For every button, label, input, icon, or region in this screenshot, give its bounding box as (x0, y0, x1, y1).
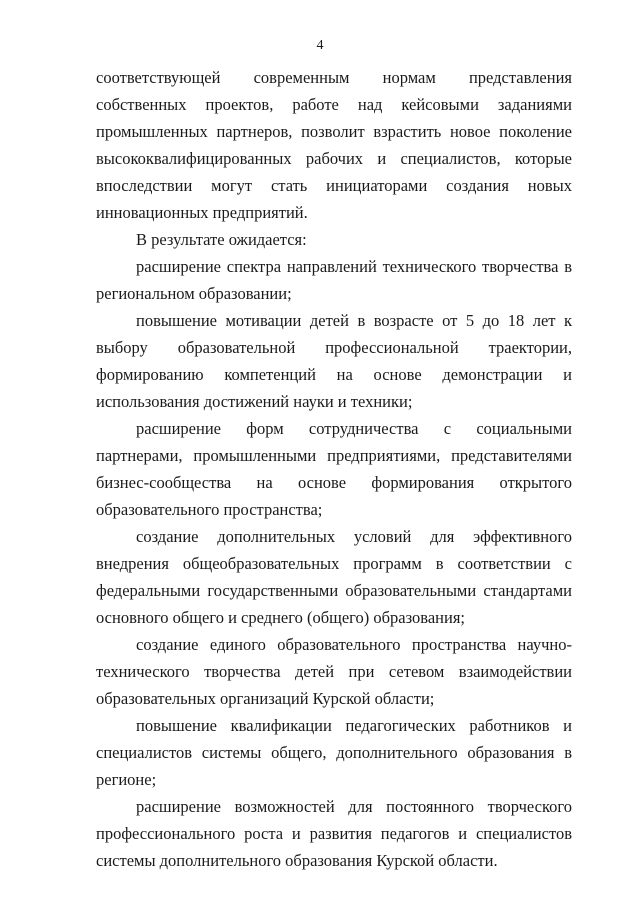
paragraph-list-item: расширение спектра направлений технического творчества в региональном образовании; (96, 257, 572, 303)
document-body (96, 64, 572, 874)
paragraph-continuation: соответствующей современным нормам представления собственных проектов, работе над кейсовыми заданиями промышленных партнеров, позволит взрастить новое поколение высококвалифицированных рабочих и специалистов, которые впоследствии могут стать инициаторами создания новых инновационных предприятий. (96, 68, 572, 222)
paragraph-list-item: повышение мотивации детей в возрасте от 5 до 18 лет к выбору образовательной профессиональной траектории, формированию компетенций на основе демонстрации и использования достижений науки и техники; (96, 311, 572, 411)
page-number: 4 (316, 38, 324, 53)
paragraph-list-item: расширение возможностей для постоянного творческого профессионального роста и развития педагогов и специалистов системы дополнительного образования Курской области. (96, 797, 572, 870)
paragraph-list-item: создание дополнительных условий для эффективного внедрения общеобразовательных программ в соответствии с федеральными государственными образовательными стандартами основного общего и среднего (общего) образования; (96, 527, 572, 627)
paragraph-expected-results-intro: В результате ожидается: (136, 230, 307, 249)
paragraph-list-item: создание единого образовательного пространства научно-технического творчества детей при сетевом взаимодействии образовательных организаций Курской области; (96, 635, 572, 708)
paragraph-list-item: расширение форм сотрудничества с социальными партнерами, промышленными предприятиями, представителями бизнес-сообщества на основе формирования открытого образовательного пространства; (96, 419, 572, 519)
paragraph-list-item: повышение квалификации педагогических работников и специалистов системы общего, дополнительного образования в регионе; (96, 716, 572, 789)
